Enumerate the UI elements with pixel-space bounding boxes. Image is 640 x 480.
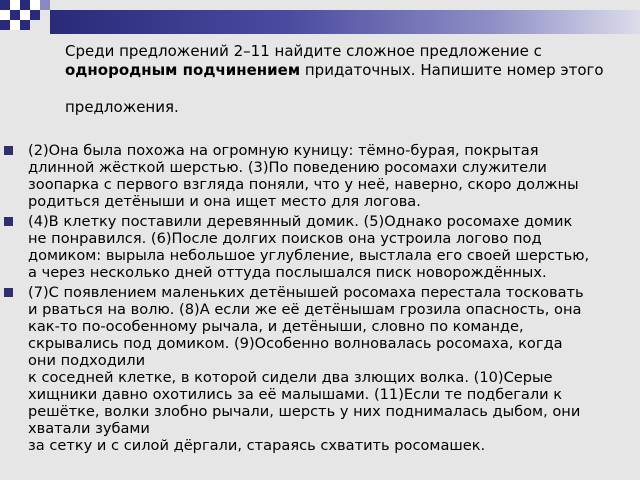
text-line: зоопарка с первого взгляда поняли, что у неё, наверно, скоро должны (28, 176, 579, 193)
square-dark (10, 10, 20, 20)
text-line: домиком: вырыла небольшое углубление, выстлала его своей шерстью, (28, 247, 590, 264)
text-line: (7)С появлением маленьких детёнышей росомаха перестала тосковать (28, 284, 584, 301)
square-white (10, 20, 20, 30)
square-bullet-icon (4, 288, 13, 297)
text-line: к соседней клетке, в которой сидели два злющих волка. (10)Серые (28, 369, 553, 386)
task-line-1: Среди предложений 2–11 найдите сложное предложение с (65, 42, 542, 60)
header-band (0, 0, 640, 40)
square-white (30, 0, 40, 10)
square-white (20, 10, 30, 20)
text-line: решётке, волки злобно рычали, шерсть у них поднималась дыбом, они (28, 403, 581, 420)
square-light (40, 0, 50, 10)
text-line: (4)В клетку поставили деревянный домик. (5)Однако росомахе домик (28, 213, 573, 230)
square-dark (0, 20, 10, 30)
text-line: как-то по-особенному рычала, и детёныши, словно по команде, (28, 318, 524, 335)
text-line: скрывались под домиком. (9)Особенно волновалась росомаха, когда (28, 335, 563, 352)
task-bold-phrase: однородным подчинением (65, 61, 301, 79)
text-line: и рваться на волю. (8)А если же её детёнышам грозила опасность, она (28, 301, 582, 318)
task-line-2-rest: придаточных. Напишите номер этого (300, 61, 604, 79)
text-line: за сетку и с силой дёргали, стараясь схватить росомашек. (28, 437, 486, 454)
square-dark (20, 0, 30, 10)
square-dark (20, 20, 30, 30)
text-line: хватали зубами (28, 420, 150, 437)
text-line: (2)Она была похожа на огромную куницу: тёмно-бурая, покрытая (28, 142, 539, 159)
square-white (0, 10, 10, 20)
list-item (0, 142, 640, 210)
text-line: длинной жёсткой шерстью. (3)По поведению росомахи служители (28, 159, 547, 176)
task-question (65, 42, 625, 117)
square-bullet-icon (4, 217, 13, 226)
text-line: не понравился. (6)После долгих поисков она устроила логово под (28, 230, 542, 247)
square-dark (30, 10, 40, 20)
text-line: они подходили (28, 352, 146, 369)
text-line: родиться детёныши и она ищет место для логова. (28, 193, 421, 210)
square-dark (0, 0, 10, 10)
text-line: хищники давно охотились за её малышами. (11)Если те подбегали к (28, 386, 563, 403)
list-item (0, 213, 640, 281)
text-line: а через несколько дней оттуда послышался писк новорождённых. (28, 264, 547, 281)
task-line-3: предложения. (65, 98, 179, 116)
task-line-2 (65, 61, 625, 80)
header-gradient-bar (50, 10, 640, 34)
square-white (10, 0, 20, 10)
list-item (0, 284, 640, 454)
square-bullet-icon (4, 146, 13, 155)
text-bullet-list (0, 142, 640, 457)
